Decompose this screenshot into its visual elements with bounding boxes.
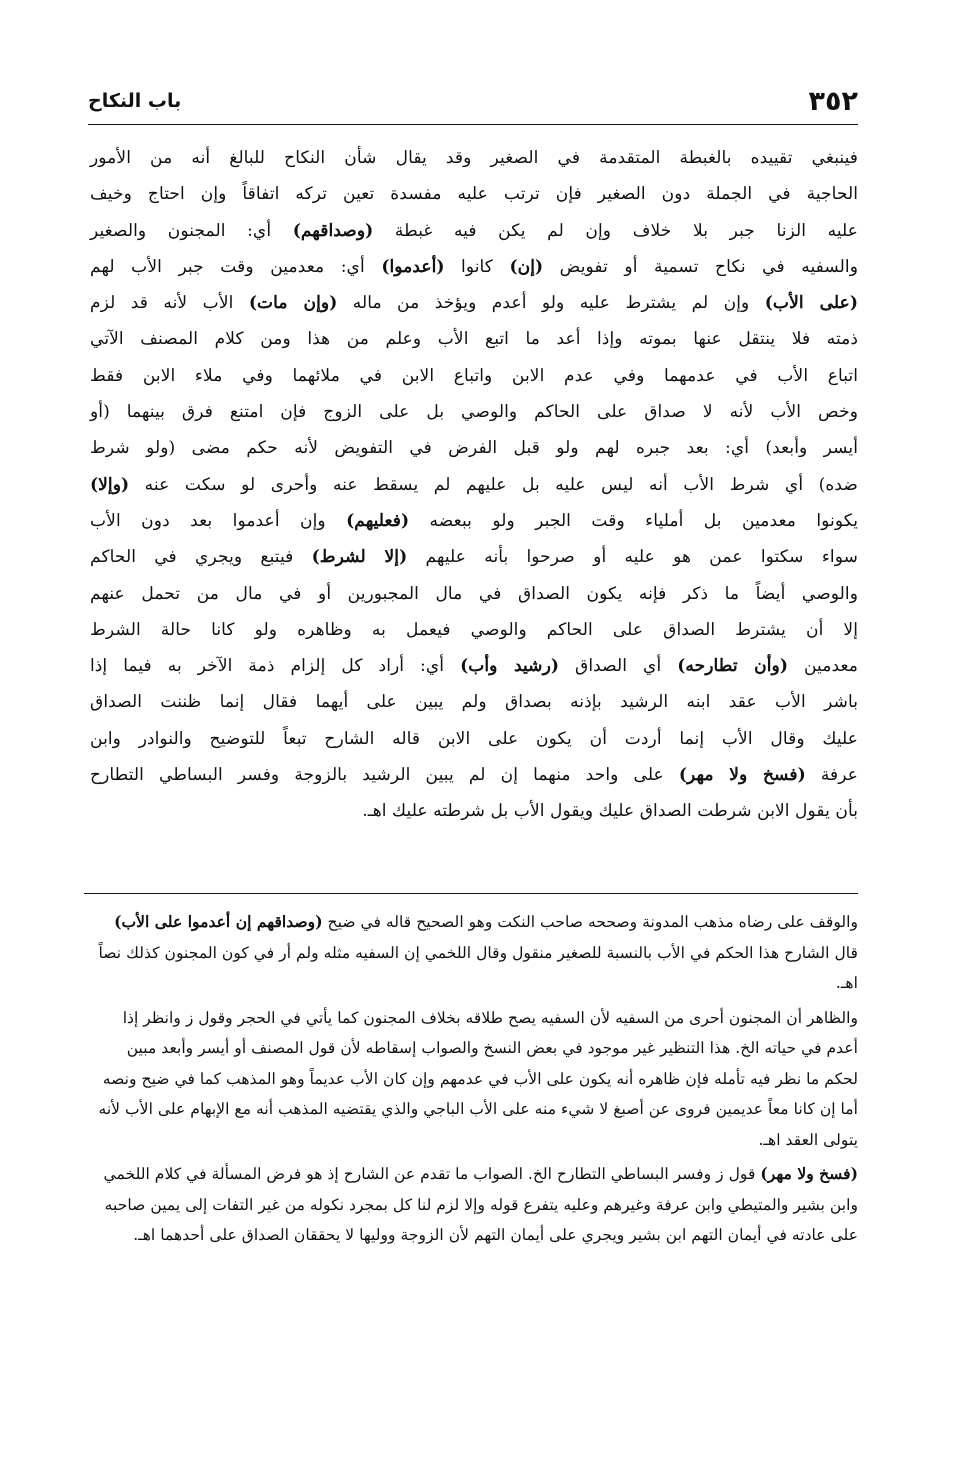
headword: (وإلا) — [90, 474, 130, 495]
footnotes — [90, 907, 858, 1255]
headword: (رشيد وأب) — [460, 656, 559, 677]
headword: (وصداقهم إن أعدموا على الأب) — [114, 912, 323, 931]
text-line: (على الأب) وإن لم يشترط عليه ولو أعدم ويؤخذ من ماله (وإن مات) الأب لأنه قد لزم — [90, 293, 858, 314]
text-line: يكونوا معدمين بل أملياء وقت الجبر ولو ببعضه (فعليهم) وإن أعدموا بعد دون الأب — [90, 510, 858, 531]
main-text — [90, 140, 858, 830]
text-line: ذمته فلا ينتقل عنها بموته وإذا أعد ما اتبع الأب وعلم من هذا ومن كلام المصنف الآتي — [90, 329, 858, 350]
page-number: ٣٥٢ — [808, 85, 858, 117]
headword: (إلا لشرط) — [311, 547, 408, 568]
footnote-paragraph: والوقف على رضاه مذهب المدونة وصححه صاحب النكت وهو الصحيح قاله في ضيح (وصداقهم إن أعدموا على الأب) قال الشارح هذا الحكم في الأب بالنسبة للصغير منقول وقال اللخمي إن السفيه مثله ولم أر في كون المجنون كذلك نصاً اهـ. — [98, 912, 858, 992]
footnote-rule — [84, 893, 858, 894]
text-line: بأن يقول الابن شرطت الصداق عليك ويقول الأب بل شرطته عليك اهـ. — [362, 801, 858, 822]
headword: (وإن مات) — [248, 293, 338, 314]
text-line: إلا أن يشترط الصداق على الحاكم والوصي فيعمل به وظاهره ولو كانا حالة الشرط — [90, 619, 858, 640]
text-line: عليه الزنا جبر بلا خلاف وإن لم يكن فيه غبطة (وصداقهم) أي: المجنون والصغير — [90, 220, 858, 241]
text-line: معدمين (وأن تطارحه) أي الصداق (رشيد وأب) أي: أراد كل إلزام ذمة الآخر به فيما إذا — [90, 656, 858, 677]
text-line: فينبغي تقييده بالغبطة المتقدمة في الصغير وقد يقال شأن النكاح للبالغ أنه من الأمور — [90, 148, 858, 168]
text-line: أيسر وأبعد) أي: بعد جبره لهم ولو قبل الفرض في التفويض لأنه حكم مضى (ولو شرط — [90, 438, 858, 459]
headword: (وصداقهم) — [292, 220, 374, 241]
text-line: عليك وقال الأب إنما أردت أن يكون على الابن قاله الشارح تبعاً للتوضيح والنوادر وابن — [90, 728, 858, 749]
text-line: عرفة (فسخ ولا مهر) على واحد منهما إن لم يبين الرشيد بالزوجة وفسر البساطي التطارح — [90, 765, 858, 786]
headword: (أعدموا) — [381, 256, 445, 277]
chapter-title: باب النكاح — [88, 90, 182, 112]
header-rule — [88, 124, 858, 125]
headword: (إن) — [509, 256, 544, 277]
footnote-paragraph: (فسخ ولا مهر) قول ز وفسر البساطي التطارح الخ. الصواب ما تقدم عن الشارح إذ هو فرض المسألة في كلام اللخمي وابن بشير والمتيطي وابن عرفة وغيرهم وعليه يتفرع قوله وإلا لزم لنا كل بمجرد نكوله من غير التفات إلى يمين صاحبه على عادته في أيمان التهم ابن بشير ويجري على أيمان التهم لأن الزوجة ووليها لا يحققان الصداق على أحدهما اهـ. — [103, 1164, 858, 1244]
footnote-paragraph: والظاهر أن المجنون أحرى من السفيه لأن السفيه يصح طلاقه بخلاف المجنون كما يأتي في الحجر وقول ز وانظر إذا أعدم في حياته الخ. هذا التنظير غير موجود في بعض النسخ والصواب إسقاطه لأن قول المصنف أو أيسر وأبعد مبين لحكم ما نظر فيه تأمله فإن ظاهره أنه يكون على الأب في عدمهم وإن كان الأب عديماً وهو المذهب كما في ضيح ونصه أما إن كانا معاً عديمين فروى عن أصبغ لا شيء منه على الأب الباجي والذي يقتضيه المذهب أنه مع الإبهام على الأب لأنه يتولى العقد اهـ. — [98, 1008, 858, 1149]
headword: (وأن تطارحه) — [677, 656, 788, 677]
text-line: وخص الأب لأنه لا صداق على الحاكم والوصي بل على الزوج فإن امتنع فرق بينهما (أو — [90, 402, 858, 423]
text-line: اتباع الأب في عدمهما وفي عدم الابن واتباع الابن في ملائهما وفي ملاء الابن فقط — [90, 365, 858, 386]
text-line: والسفيه في نكاح تسمية أو تفويض (إن) كانوا (أعدموا) أي: معدمين وقت جبر الأب لهم — [90, 256, 858, 277]
text-line: سواء سكتوا عمن هو عليه أو صرحوا بأنه عليهم (إلا لشرط) فيتبع ويجري في الحاكم — [90, 547, 858, 568]
text-line: باشر الأب عقد ابنه الرشيد بإذنه بصداق ولم يبين على أيهما فقال إنما ظننت الصداق — [90, 692, 858, 713]
text-line: الحاجية في الجملة دون الصغير فإن ترتب عليه مفسدة تعين تركه اتفاقاً وإن احتاج وخيف — [90, 184, 858, 205]
headword: (فعليهم) — [346, 510, 410, 531]
headword: (فسخ ولا مهر) — [678, 765, 806, 786]
text-line: والوصي أيضاً ما ذكر فإنه يكون الصداق في مال المجبورين أو في مال من تحمل عنهم — [90, 583, 858, 604]
text-line: ضده) أي شرط الأب أنه ليس عليه بل عليهم لم يسقط عنه وأحرى لو سكت عنه (وإلا) — [90, 474, 858, 495]
page-header — [88, 80, 858, 122]
headword: (فسخ ولا مهر) — [760, 1164, 858, 1183]
headword: (على الأب) — [764, 293, 858, 314]
